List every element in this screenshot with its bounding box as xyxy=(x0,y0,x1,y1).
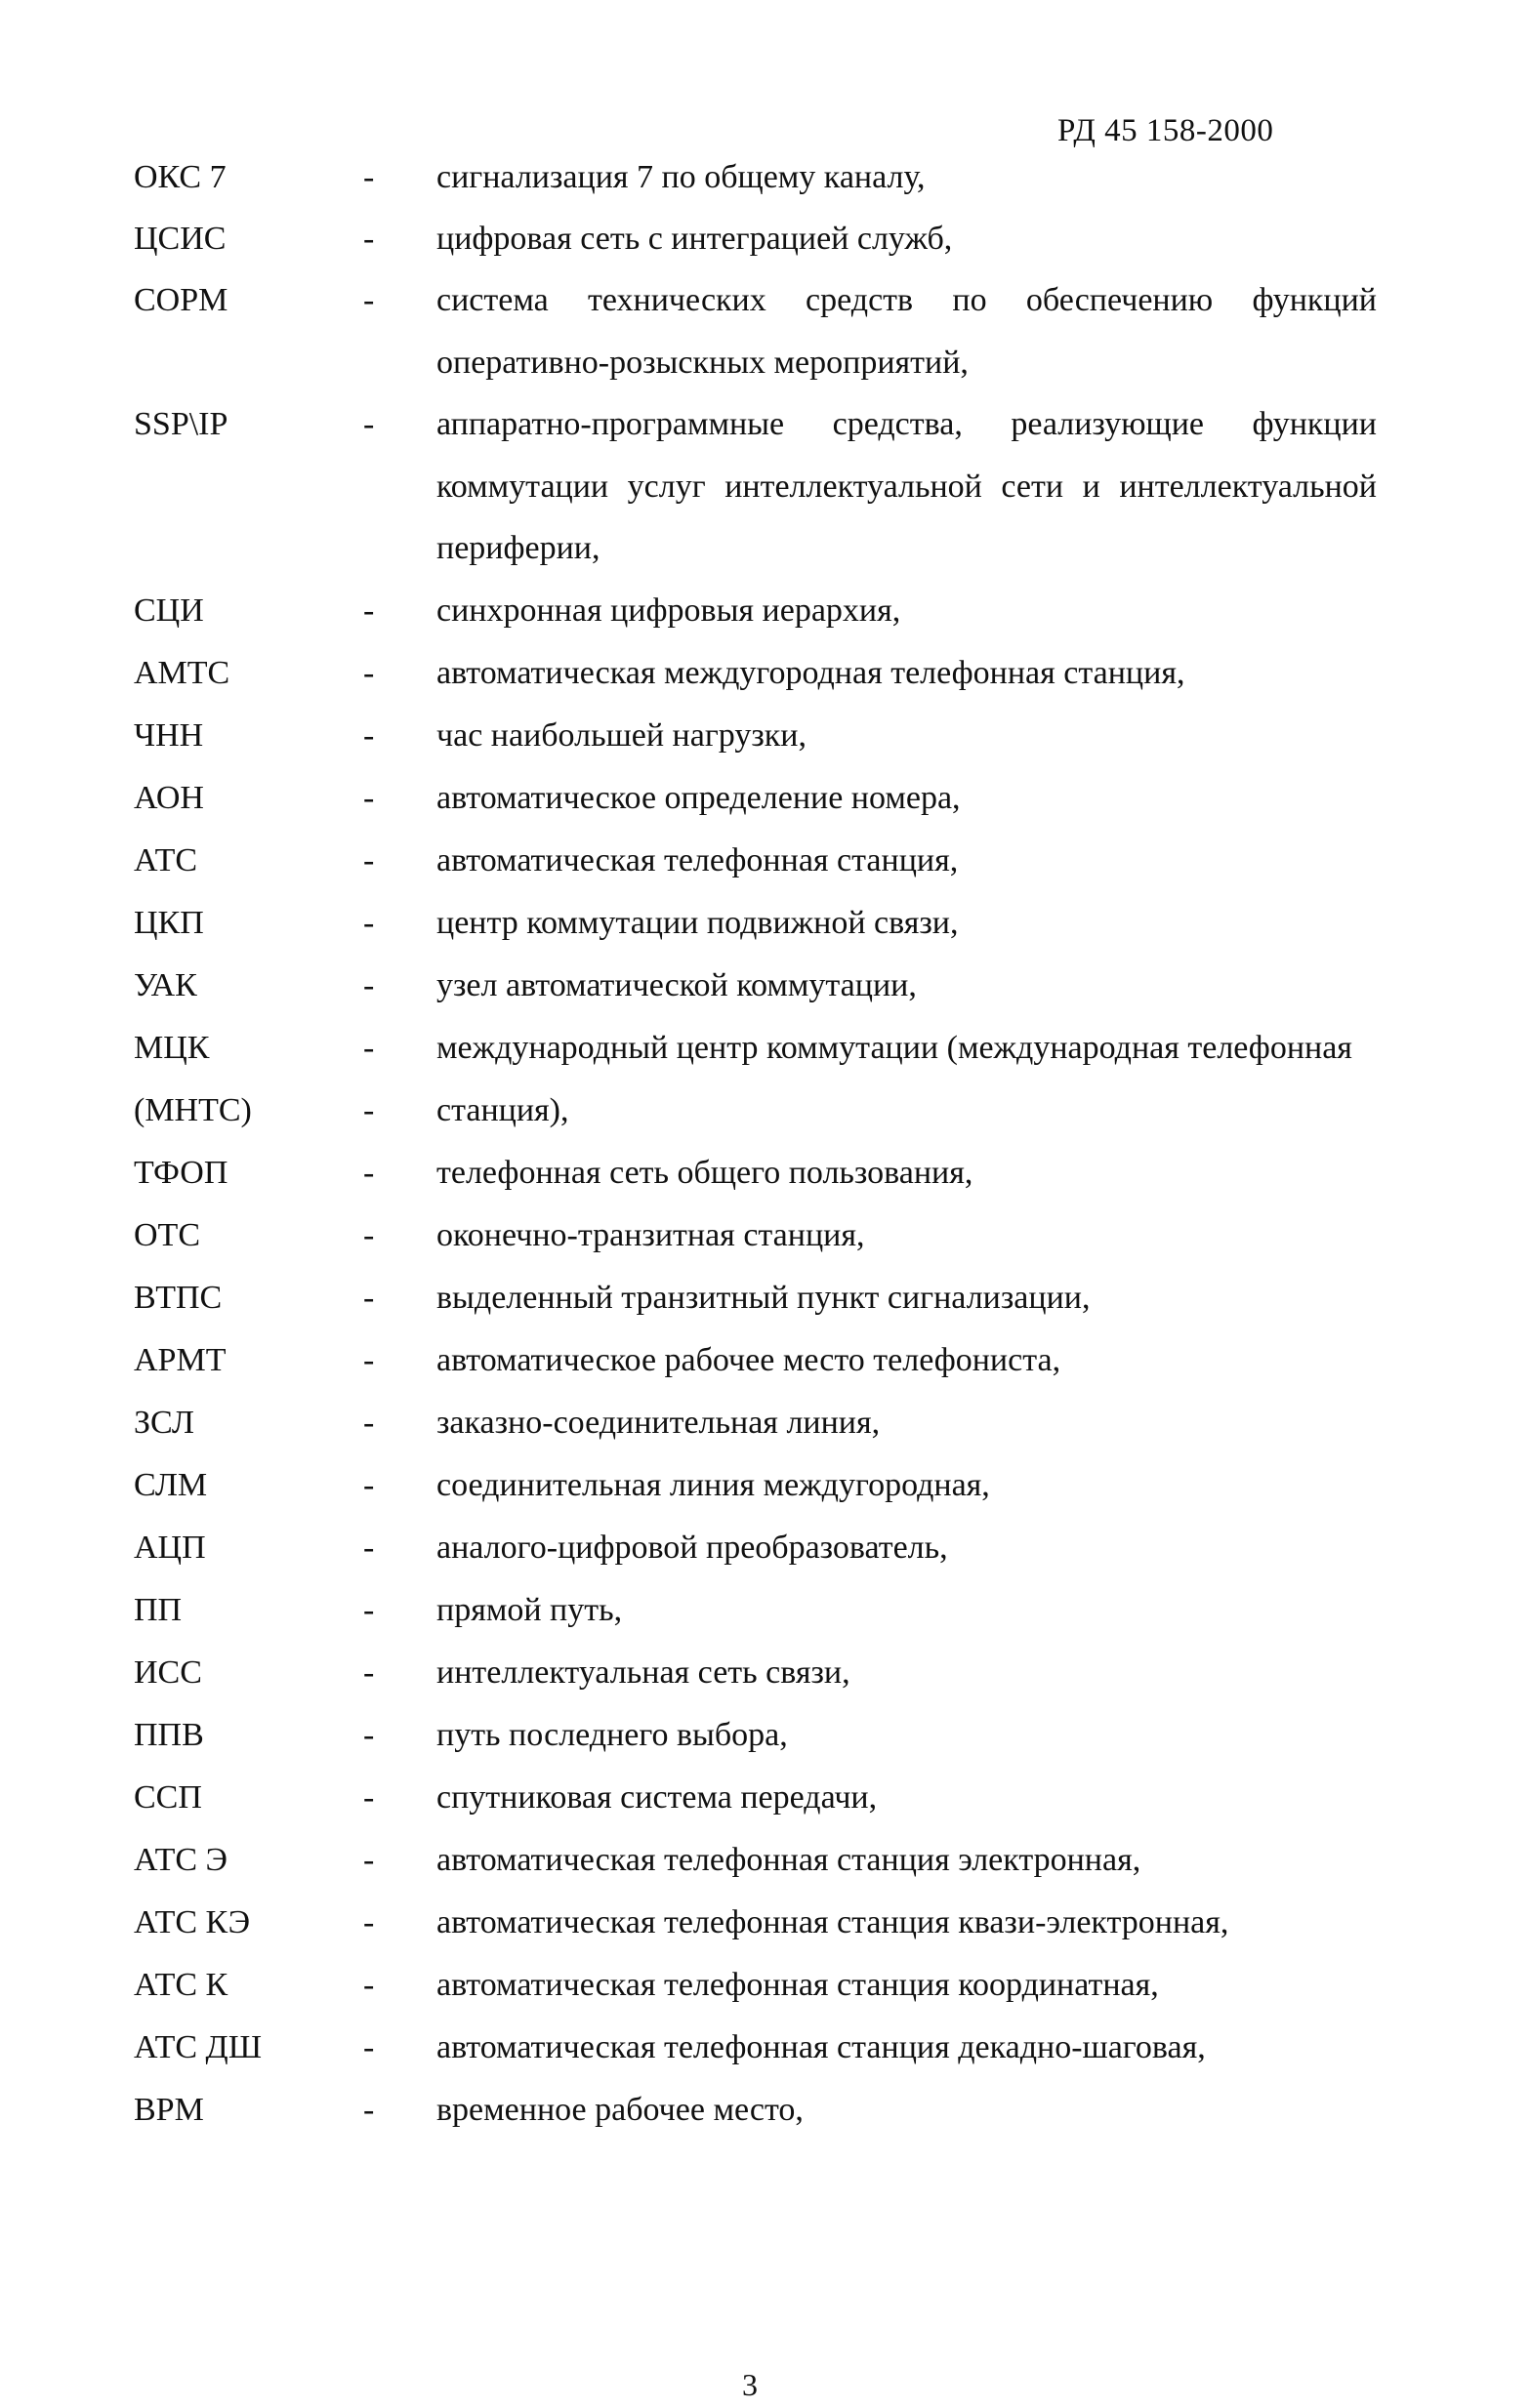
abbreviation: МЦК xyxy=(134,1030,210,1066)
definition: спутниковая система передачи, xyxy=(436,1779,878,1816)
abbreviation: СЛМ xyxy=(134,1467,208,1503)
abbreviation: АТС Э xyxy=(134,1842,228,1878)
definition: оконечно-транзитная станция, xyxy=(436,1217,865,1253)
separator-dash: - xyxy=(363,406,375,442)
separator-dash: - xyxy=(363,1654,375,1691)
separator-dash: - xyxy=(363,967,375,1003)
definition: автоматическая телефонная станция квази-электронная, xyxy=(436,1904,1229,1940)
definition: автоматическая телефонная станция, xyxy=(436,842,959,878)
abbreviation: SSP\IP xyxy=(134,406,228,442)
separator-dash: - xyxy=(363,1217,375,1253)
abbreviation: ЗСЛ xyxy=(134,1405,194,1441)
definition: цифровая сеть с интеграцией служб, xyxy=(436,221,953,257)
separator-dash: - xyxy=(363,1155,375,1191)
definition: международный центр коммутации (международная телефонная xyxy=(436,1030,1352,1066)
document-code: РД 45 158-2000 xyxy=(1057,113,1274,148)
separator-dash: - xyxy=(363,1904,375,1940)
abbreviation: ВРМ xyxy=(134,2092,204,2128)
separator-dash: - xyxy=(363,1280,375,1316)
definition: центр коммутации подвижной связи, xyxy=(436,905,959,941)
separator-dash: - xyxy=(363,2092,375,2128)
definition: аналого-цифровой преобразователь, xyxy=(436,1530,948,1566)
separator-dash: - xyxy=(363,1842,375,1878)
definition: временное рабочее место, xyxy=(436,2092,804,2128)
abbreviation-entry xyxy=(0,2091,1531,2153)
separator-dash: - xyxy=(363,1092,375,1128)
definition: час наибольшей нагрузки, xyxy=(436,717,807,754)
definition: сигнализация 7 по общему каналу, xyxy=(436,159,926,195)
definition: станция), xyxy=(436,1092,569,1128)
definition: аппаратно-программные средства, реализующие функции коммутации услуг интеллектуальной сети и интеллектуальной периферии, xyxy=(436,406,1377,566)
abbreviation: ВТПС xyxy=(134,1280,223,1316)
abbreviation: ТФОП xyxy=(134,1155,228,1191)
abbreviation: АТС К xyxy=(134,1967,228,2003)
abbreviation: ЦКП xyxy=(134,905,204,941)
abbreviation: СОРМ xyxy=(134,282,228,318)
abbreviation: ССП xyxy=(134,1779,202,1816)
separator-dash: - xyxy=(363,717,375,754)
abbreviation: АРМТ xyxy=(134,1342,227,1378)
abbreviation: УАК xyxy=(134,967,197,1003)
abbreviation: ППВ xyxy=(134,1717,204,1753)
abbreviation: ЦСИС xyxy=(134,221,227,257)
separator-dash: - xyxy=(363,1779,375,1816)
definition: синхронная цифровыя иерархия, xyxy=(436,592,901,629)
separator-dash: - xyxy=(363,1030,375,1066)
definition: прямой путь, xyxy=(436,1592,623,1628)
abbreviation: АТС ДШ xyxy=(134,2029,263,2065)
separator-dash: - xyxy=(363,1467,375,1503)
definition: автоматическое определение номера, xyxy=(436,780,961,816)
abbreviation: ЧНН xyxy=(134,717,204,754)
separator-dash: - xyxy=(363,655,375,691)
separator-dash: - xyxy=(363,221,375,257)
separator-dash: - xyxy=(363,1405,375,1441)
abbreviation-entry xyxy=(0,281,1531,381)
separator-dash: - xyxy=(363,905,375,941)
separator-dash: - xyxy=(363,1342,375,1378)
separator-dash: - xyxy=(363,780,375,816)
definition: система технических средств по обеспечению функций оперативно-розыскных мероприятий, xyxy=(436,282,1377,381)
abbreviation: ОТС xyxy=(134,1217,200,1253)
separator-dash: - xyxy=(363,1530,375,1566)
abbreviation: АОН xyxy=(134,780,204,816)
definition: путь последнего выбора, xyxy=(436,1717,788,1753)
abbreviation: (МНТС) xyxy=(134,1092,252,1128)
definition: автоматическая телефонная станция электронная, xyxy=(436,1842,1141,1878)
page-number: 3 xyxy=(742,2367,758,2402)
abbreviation: АТС xyxy=(134,842,198,878)
definition: узел автоматической коммутации, xyxy=(436,967,917,1003)
abbreviation: ИСС xyxy=(134,1654,202,1691)
abbreviation-entry xyxy=(0,405,1531,566)
separator-dash: - xyxy=(363,592,375,629)
abbreviation: АМТС xyxy=(134,655,230,691)
abbreviation: АТС КЭ xyxy=(134,1904,251,1940)
definition: автоматическая телефонная станция координатная, xyxy=(436,1967,1159,2003)
definition: телефонная сеть общего пользования, xyxy=(436,1155,973,1191)
definition: автоматическое рабочее место телефониста, xyxy=(436,1342,1061,1378)
separator-dash: - xyxy=(363,2029,375,2065)
separator-dash: - xyxy=(363,282,375,318)
definition: интеллектуальная сеть связи, xyxy=(436,1654,850,1691)
definition: соединительная линия междугородная, xyxy=(436,1467,990,1503)
definition: автоматическая междугородная телефонная станция, xyxy=(436,655,1185,691)
abbreviation: СЦИ xyxy=(134,592,204,629)
separator-dash: - xyxy=(363,159,375,195)
abbreviation: ОКС 7 xyxy=(134,159,227,195)
separator-dash: - xyxy=(363,1592,375,1628)
separator-dash: - xyxy=(363,842,375,878)
separator-dash: - xyxy=(363,1967,375,2003)
definition: автоматическая телефонная станция декадно-шаговая, xyxy=(436,2029,1206,2065)
separator-dash: - xyxy=(363,1717,375,1753)
definition: заказно-соединительная линия, xyxy=(436,1405,881,1441)
definition: выделенный транзитный пункт сигнализации, xyxy=(436,1280,1091,1316)
abbreviation: ПП xyxy=(134,1592,183,1628)
abbreviation: АЦП xyxy=(134,1530,206,1566)
